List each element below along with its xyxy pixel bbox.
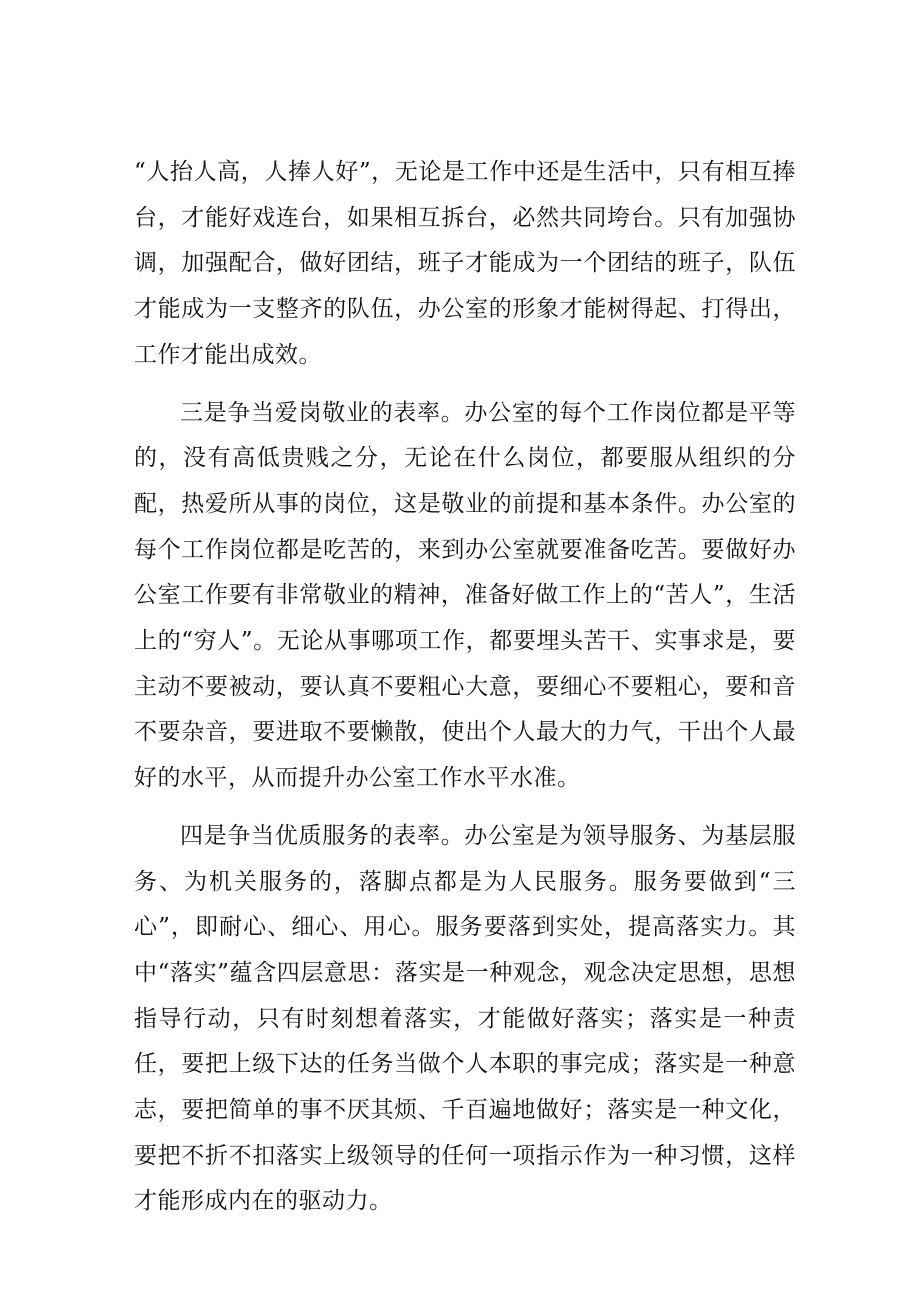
paragraph-1: “人抬人高，人捧人好”，无论是工作中还是生活中，只有相互捧台，才能好戏连台，如果相互拆台，必然共同垮台。只有加强协调，加强配合，做好团结，班子才能成为一个团结的班子，队伍才能成为一支整齐的队伍，办公室的形象才能树得起、打得出，工作才能出成效。 [134, 159, 796, 368]
paragraph-3: 四是争当优质服务的表率。办公室是为领导服务、为基层服务、为机关服务的，落脚点都是为人民服务。服务要做到“三心”，即耐心、细心、用心。服务要落到实处，提高落实力。其中“落实”蕴含四层意思：落实是一种观念，观念决定思想，思想指导行动，只有时刻想着落实，才能做好落实；落实是一种责任，要把上级下达的任务当做个人本职的事完成；落实是一种意志，要把简单的事不厌其烦、千百遍地做好；落实是一种文化，要把不折不扣落实上级领导的任何一项指示作为一种习惯，这样才能形成内在的驱动力。 [134, 822, 796, 1215]
document-body [134, 150, 796, 1225]
paragraph-2: 三是争当爱岗敬业的表率。办公室的每个工作岗位都是平等的，没有高低贵贱之分，无论在什么岗位，都要服从组织的分配，热爱所从事的岗位，这是敬业的前提和基本条件。办公室的每个工作岗位都是吃苦的，来到办公室就要准备吃苦。要做好办公室工作要有非常敬业的精神，准备好做工作上的“苦人”，生活上的“穷人”。无论从事哪项工作，都要埋头苦干、实事求是，要主动不要被动，要认真不要粗心大意，要细心不要粗心，要和音不要杂音，要进取不要懒散，使出个人最大的力气，干出个人最好的水平，从而提升办公室工作水平水准。 [134, 399, 796, 792]
